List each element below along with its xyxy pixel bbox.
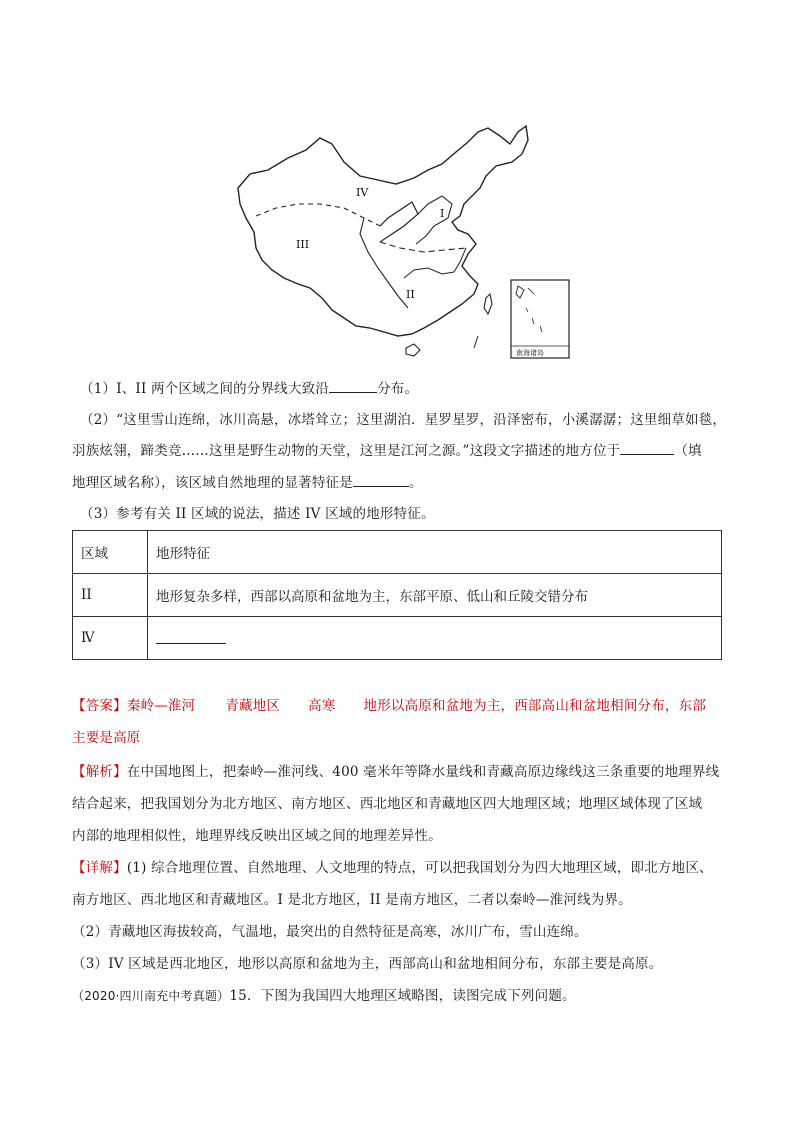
- answer-part: 高寒: [308, 698, 336, 714]
- answer-part: 秦岭—淮河: [126, 698, 196, 714]
- analysis-line-2: 结合起来，把我国划分为北方地区、南方地区、西北地区和青藏地区四大地理区域；地理区域体现了区域: [72, 796, 703, 812]
- region-label-iv: IV: [356, 186, 369, 199]
- table-row: [73, 617, 722, 660]
- question-1-text: （1）I、II 两个区域之间的分界线大致沿: [80, 381, 330, 397]
- question-2-suffix: 。: [408, 475, 423, 491]
- table-header-row: [73, 531, 722, 574]
- answer-blank: [620, 440, 674, 455]
- inset-caption: 南海诸岛: [516, 349, 544, 357]
- table-cell: [148, 617, 722, 660]
- region-label-ii: II: [406, 288, 415, 301]
- analysis-line-3: 内部的地理相似性，地理界线反映出区域之间的地理差异性。: [72, 828, 442, 844]
- detail-line-2: 南方地区、西北地区和青藏地区。I 是北方地区，II 是南方地区，二者以秦岭—淮河线为界。: [72, 892, 632, 908]
- analysis-label: 【解析】: [72, 764, 127, 780]
- table-row: [73, 574, 722, 617]
- region-label-iii: III: [296, 238, 310, 251]
- table-header-cell: 地形特征: [148, 531, 722, 574]
- question-2-text: 羽族炫翎，蹄类竞……这里是野生动物的天堂，这里是江河之源。”这段文字描述的地方位于: [72, 443, 621, 459]
- china-region-map: [228, 122, 580, 362]
- question-text: 15．下图为我国四大地理区域略图，读图完成下列问题。: [229, 988, 576, 1004]
- question-3: （3）参考有关 II 区域的说法，描述 IV 区域的地形特征。: [80, 506, 435, 522]
- next-question: [72, 986, 576, 1006]
- table-cell: Ⅳ: [73, 617, 148, 660]
- question-2-line-3: [72, 472, 423, 493]
- boundary-solid-south: [360, 218, 408, 308]
- question-2-line-1: （2）“这里雪山连绵，冰川高悬，冰塔耸立；这里湖泊．星罗星罗，沿泽密布，小溪潺潺；这里细草如毯，: [80, 412, 727, 428]
- question-1: [80, 378, 418, 399]
- answer-part: 地形以高原和盆地为主，西部高山和盆地相间分布，东部: [363, 698, 707, 714]
- answer-line-1: [72, 696, 706, 716]
- table-cell: II: [73, 574, 148, 617]
- boundary-solid-east: [404, 248, 466, 278]
- detail-line-3: （2）青藏地区海拔较高，气温地，最突出的自然特征是高寒，冰川广布，雪山连绵。: [72, 924, 588, 940]
- qinling-huaihe-dashed: [380, 242, 466, 252]
- boundary-solid-inner: [416, 196, 452, 244]
- detail-text: (1) 综合地理位置、自然地理、人文地理的特点，可以把我国划分为四大地理区域，即北方地区、: [126, 860, 713, 876]
- detail-label: 【详解】: [72, 860, 127, 876]
- question-1-suffix: 分布。: [377, 381, 419, 397]
- analysis-text: 在中国地图上，把秦岭—淮河线、400 毫米年等降水量线和青藏高原边缘线这三条重要的地理界线: [126, 764, 720, 780]
- answer-blank: [156, 629, 226, 644]
- question-2-suffix: （填: [674, 443, 702, 459]
- taiwan-island: [484, 294, 492, 314]
- answer-blank: [329, 378, 377, 393]
- answer-label: 【答案】: [72, 698, 127, 714]
- question-2-text: 地理区域名称），该区域自然地理的显著特征是: [72, 475, 353, 491]
- answer-blank: [353, 472, 409, 487]
- answer-line-2: 主要是高原: [72, 730, 141, 746]
- answer-part: 青藏地区: [225, 698, 281, 714]
- hainan-island: [406, 344, 420, 356]
- detail-line-1: [72, 858, 713, 878]
- question-source: （2020·四川南充中考真题）: [72, 989, 230, 1003]
- table-cell: 地形复杂多样，西部以高原和盆地为主，东部平原、低山和丘陵交错分布: [148, 574, 722, 617]
- region-label-i: I: [440, 207, 445, 220]
- table-header-cell: 区域: [73, 531, 148, 574]
- boundary-dashed-west: [256, 204, 380, 226]
- analysis-line-1: [72, 762, 719, 782]
- south-china-sea-inset: [511, 280, 569, 358]
- question-2-line-2: [72, 440, 702, 461]
- detail-line-4: （3）IV 区域是西北地区，地形以高原和盆地为主，西部高山和盆地相间分布，东部主要是高原。: [72, 956, 663, 972]
- boundary-solid-north: [380, 202, 418, 242]
- terrain-table: [72, 530, 722, 660]
